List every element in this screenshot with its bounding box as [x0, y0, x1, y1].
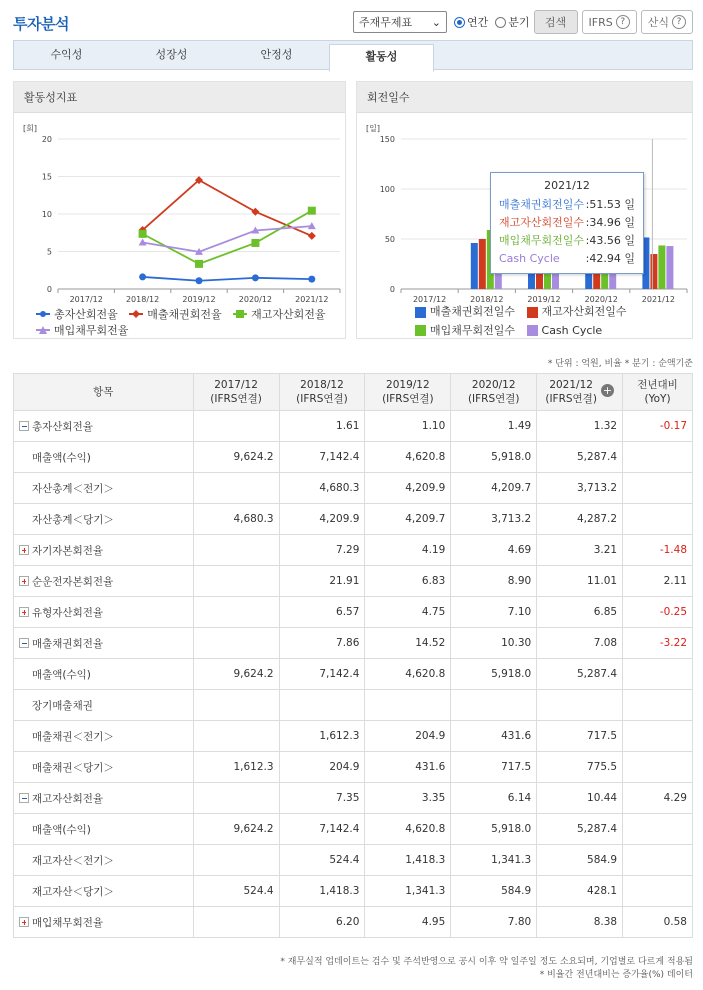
value-cell	[451, 690, 537, 721]
row-label-cell[interactable]	[14, 783, 194, 814]
bar	[658, 245, 665, 289]
row-label-cell[interactable]	[14, 566, 194, 597]
collapse-icon[interactable]	[19, 638, 29, 648]
series-line	[143, 211, 312, 264]
turnover-days-title: 회전일수	[357, 82, 692, 113]
yoy-cell: 0.58	[623, 907, 693, 938]
col-header-item: 항목	[14, 374, 194, 411]
collapse-icon[interactable]	[19, 793, 29, 803]
value-cell: 3,713.2	[537, 473, 623, 504]
value-cell: 428.1	[537, 876, 623, 907]
row-label: 장기매출채권	[32, 699, 93, 712]
activity-chart-legend	[36, 306, 356, 338]
bar	[479, 239, 486, 289]
table-row	[14, 566, 693, 597]
value-cell	[193, 907, 279, 938]
table-row	[14, 876, 693, 907]
data-point	[252, 274, 259, 281]
yoy-cell	[623, 473, 693, 504]
row-label-cell[interactable]	[14, 907, 194, 938]
data-point	[251, 239, 259, 247]
table-row	[14, 535, 693, 566]
ifrs-button[interactable]	[582, 10, 637, 34]
tab-profitability[interactable]: 수익성	[50, 48, 83, 61]
bar	[650, 254, 657, 289]
yoy-cell	[623, 876, 693, 907]
toolbar	[353, 10, 693, 34]
row-label: 재고자산＜당기＞	[32, 885, 114, 898]
table-row	[14, 814, 693, 845]
row-label-cell	[14, 504, 194, 535]
legend-label: 매출채권회전율	[147, 308, 222, 321]
formula-label: 산식	[647, 16, 669, 29]
chart-tooltip	[490, 172, 644, 274]
row-label-cell	[14, 442, 194, 473]
row-label: 매출액(수익)	[32, 451, 91, 464]
value-cell	[193, 721, 279, 752]
turnover-days-panel	[356, 81, 693, 339]
row-label-cell	[14, 752, 194, 783]
value-cell: 7.80	[451, 907, 537, 938]
table-header-row	[14, 374, 693, 411]
row-label-cell[interactable]	[14, 411, 194, 442]
value-cell: 3.21	[537, 535, 623, 566]
data-point	[139, 230, 147, 238]
row-label-cell	[14, 876, 194, 907]
yoy-cell	[623, 814, 693, 845]
x-tick-label: 2021/12	[641, 295, 676, 304]
table-row	[14, 473, 693, 504]
value-cell: 1,418.3	[279, 876, 365, 907]
value-cell: 4,680.3	[279, 473, 365, 504]
yoy-cell	[623, 690, 693, 721]
legend-item[interactable]	[415, 323, 515, 339]
expand-icon[interactable]	[19, 576, 29, 586]
value-cell: 8.90	[451, 566, 537, 597]
tab-growth[interactable]: 성장성	[155, 48, 188, 61]
value-cell: 6.83	[365, 566, 451, 597]
value-cell: 7,142.4	[279, 814, 365, 845]
y-tick-label: 0	[389, 285, 395, 294]
row-label: 순운전자본회전율	[32, 575, 114, 588]
value-cell	[193, 628, 279, 659]
tooltip-value: :34.96 일	[585, 216, 635, 229]
value-cell: 21.91	[279, 566, 365, 597]
legend-item[interactable]	[36, 306, 118, 322]
yoy-cell	[623, 504, 693, 535]
row-label: 매출채권회전율	[32, 637, 104, 650]
statement-select[interactable]	[353, 11, 447, 33]
value-cell: 584.9	[537, 845, 623, 876]
page-title: 투자분석	[13, 15, 69, 33]
expand-icon[interactable]	[19, 917, 29, 927]
data-point	[139, 239, 147, 246]
value-cell	[193, 690, 279, 721]
activity-table	[13, 373, 693, 938]
value-cell: 4.19	[365, 535, 451, 566]
y-tick-label: 150	[379, 135, 395, 144]
value-cell: 10.30	[451, 628, 537, 659]
search-button[interactable]: 검색	[534, 10, 578, 34]
value-cell: 6.85	[537, 597, 623, 628]
yoy-cell: 2.11	[623, 566, 693, 597]
tooltip-row	[499, 214, 635, 232]
value-cell: 9,624.2	[193, 659, 279, 690]
table-row	[14, 783, 693, 814]
y-tick-label: 15	[41, 172, 52, 182]
value-cell: 4,620.8	[365, 442, 451, 473]
value-cell: 1.32	[537, 411, 623, 442]
purple-square-icon	[527, 325, 538, 336]
value-cell: 4,209.7	[365, 504, 451, 535]
y-unit-label: [일]	[366, 124, 380, 133]
radio-annual[interactable]	[454, 14, 488, 30]
value-cell: 6.14	[451, 783, 537, 814]
y-tick-label: 0	[46, 285, 52, 294]
value-cell: 7.29	[279, 535, 365, 566]
value-cell: 584.9	[451, 876, 537, 907]
value-cell: 7.08	[537, 628, 623, 659]
value-cell	[365, 690, 451, 721]
radio-annual-label: 연간	[467, 16, 489, 29]
y-tick-label: 100	[379, 185, 395, 194]
legend-label: 매입채무회전율	[54, 324, 129, 337]
value-cell: 5,287.4	[537, 442, 623, 473]
value-cell: 4.75	[365, 597, 451, 628]
table-row	[14, 752, 693, 783]
x-tick-label: 2019/12	[182, 295, 216, 304]
expand-icon[interactable]	[19, 607, 29, 617]
activity-line-chart	[14, 113, 345, 313]
x-tick-label: 2017/12	[69, 295, 103, 304]
row-label: 재고자산회전율	[32, 792, 104, 805]
footnotes	[280, 956, 693, 982]
tab-bar	[13, 40, 693, 70]
row-label-cell	[14, 659, 194, 690]
y-tick-label: 10	[41, 210, 52, 219]
value-cell: 9,624.2	[193, 442, 279, 473]
legend-label: 매출채권회전일수	[430, 305, 516, 318]
radio-quarter-label: 분기	[508, 16, 530, 29]
value-cell: 7.86	[279, 628, 365, 659]
formula-button[interactable]	[641, 10, 693, 34]
value-cell: 1,612.3	[279, 721, 365, 752]
bar	[666, 246, 673, 289]
row-label-cell[interactable]	[14, 628, 194, 659]
value-cell: 524.4	[279, 845, 365, 876]
tooltip-value: :42.94 일	[585, 252, 635, 265]
row-label-cell	[14, 690, 194, 721]
value-cell: 1,341.3	[365, 876, 451, 907]
row-label: 매출채권＜당기＞	[32, 761, 114, 774]
value-cell	[193, 411, 279, 442]
x-tick-label: 2020/12	[584, 295, 618, 304]
row-label: 재고자산＜전기＞	[32, 854, 114, 867]
tooltip-row	[499, 196, 635, 214]
activity-chart-panel	[13, 81, 346, 339]
data-point	[308, 232, 316, 240]
collapse-icon[interactable]	[19, 421, 29, 431]
x-tick-label: 2017/12	[412, 295, 447, 304]
red-square-icon	[527, 307, 538, 318]
triangle-marker-icon	[36, 326, 50, 334]
radio-quarter[interactable]	[495, 14, 529, 30]
footnote: * 비율간 전년대비는 증가율(%) 데이터	[539, 970, 693, 980]
add-column-icon[interactable]: +	[602, 384, 613, 397]
table-row	[14, 845, 693, 876]
row-label: 자기자본회전율	[32, 544, 104, 557]
col-header-2017: 2017/12 (IFRS연결)	[193, 374, 279, 411]
value-cell: 4.95	[365, 907, 451, 938]
tab-activity[interactable]: 활동성	[329, 44, 434, 72]
row-label-cell[interactable]	[14, 597, 194, 628]
bar	[471, 243, 478, 289]
yoy-cell	[623, 845, 693, 876]
legend-label: 매입채무회전일수	[430, 323, 516, 337]
value-cell: 431.6	[451, 721, 537, 752]
value-cell: 4,620.8	[365, 814, 451, 845]
value-cell	[193, 535, 279, 566]
row-label: 매출액(수익)	[32, 668, 91, 681]
col-header-2018: 2018/12 (IFRS연결)	[279, 374, 365, 411]
help-icon: ?	[672, 15, 686, 29]
help-icon: ?	[616, 15, 630, 29]
col-header-2021-label: 2021/12 (IFRS연결)	[545, 379, 597, 405]
value-cell: 7.35	[279, 783, 365, 814]
yoy-cell: -1.48	[623, 535, 693, 566]
chevron-down-icon: ⌄	[431, 15, 441, 29]
tooltip-title: 2021/12	[544, 179, 590, 192]
legend-label: 총자산회전율	[54, 308, 118, 321]
value-cell: 1.49	[451, 411, 537, 442]
legend-label: 재고자산회전일수	[541, 305, 627, 318]
value-cell: 11.01	[537, 566, 623, 597]
value-cell: 204.9	[365, 721, 451, 752]
value-cell: 9,624.2	[193, 814, 279, 845]
value-cell: 6.20	[279, 907, 365, 938]
value-cell: 4,209.9	[365, 473, 451, 504]
value-cell	[193, 566, 279, 597]
table-row	[14, 442, 693, 473]
col-header-yoy: 전년대비 (YoY)	[623, 374, 693, 411]
legend-item[interactable]	[415, 304, 515, 320]
row-label-cell	[14, 473, 194, 504]
yoy-cell: -0.17	[623, 411, 693, 442]
col-header-2019: 2019/12 (IFRS연결)	[365, 374, 451, 411]
data-point	[308, 276, 315, 283]
value-cell: 1,341.3	[451, 845, 537, 876]
value-cell	[193, 597, 279, 628]
value-cell: 7,142.4	[279, 442, 365, 473]
table-row	[14, 628, 693, 659]
data-point	[251, 208, 259, 216]
value-cell: 717.5	[537, 721, 623, 752]
table-row	[14, 659, 693, 690]
x-tick-label: 2019/12	[527, 295, 561, 304]
value-cell: 4,620.8	[365, 659, 451, 690]
table-row	[14, 907, 693, 938]
data-point	[196, 277, 203, 284]
table-row	[14, 597, 693, 628]
legend-item[interactable]	[233, 306, 325, 322]
yoy-cell: 4.29	[623, 783, 693, 814]
radio-selected-icon	[454, 17, 465, 28]
value-cell: 4,209.7	[451, 473, 537, 504]
row-label: 매출채권＜전기＞	[32, 730, 114, 743]
legend-item[interactable]	[129, 306, 221, 322]
value-cell: 717.5	[451, 752, 537, 783]
value-cell: 775.5	[537, 752, 623, 783]
row-label-cell	[14, 814, 194, 845]
x-tick-label: 2020/12	[238, 295, 273, 304]
legend-item[interactable]	[36, 322, 128, 338]
value-cell	[193, 845, 279, 876]
data-point	[308, 207, 316, 215]
data-point	[195, 260, 203, 268]
square-marker-icon	[233, 310, 247, 318]
value-cell: 5,918.0	[451, 814, 537, 845]
series-line	[143, 277, 312, 281]
value-cell	[279, 690, 365, 721]
value-cell: 3.35	[365, 783, 451, 814]
value-cell: 5,287.4	[537, 814, 623, 845]
row-label: 매출액(수익)	[32, 823, 91, 836]
value-cell: 1.10	[365, 411, 451, 442]
row-label-cell	[14, 845, 194, 876]
activity-chart-title: 활동성지표	[14, 82, 345, 113]
value-cell: 6.57	[279, 597, 365, 628]
yoy-cell	[623, 752, 693, 783]
value-cell: 431.6	[365, 752, 451, 783]
tooltip-row	[499, 250, 635, 268]
y-tick-label: 5	[46, 247, 52, 257]
legend-label: Cash Cycle	[541, 323, 603, 337]
row-label: 유형자산회전율	[32, 606, 104, 619]
value-cell: 204.9	[279, 752, 365, 783]
legend-item[interactable]	[527, 304, 627, 320]
col-header-2020: 2020/12 (IFRS연결)	[451, 374, 537, 411]
table-row	[14, 690, 693, 721]
ifrs-label: IFRS	[588, 15, 613, 29]
value-cell: 4,287.2	[537, 504, 623, 535]
value-cell: 8.38	[537, 907, 623, 938]
x-tick-label: 2018/12	[470, 295, 504, 304]
statement-select-value: 주재무제표	[359, 16, 413, 29]
diamond-marker-icon	[129, 310, 143, 318]
row-label: 매입채무회전율	[32, 916, 104, 929]
row-label-cell[interactable]	[14, 535, 194, 566]
value-cell: 4.69	[451, 535, 537, 566]
radio-empty-icon	[495, 17, 506, 28]
value-cell	[193, 473, 279, 504]
y-unit-label: [회]	[23, 124, 37, 133]
tooltip-label: 매출채권회전일수	[499, 198, 585, 211]
y-tick-label: 50	[384, 235, 395, 244]
green-square-icon	[415, 325, 426, 336]
yoy-cell	[623, 442, 693, 473]
tooltip-label: 재고자산회전일수	[499, 216, 585, 229]
row-label-cell	[14, 721, 194, 752]
x-tick-label: 2021/12	[295, 295, 329, 304]
value-cell: 14.52	[365, 628, 451, 659]
value-cell	[537, 690, 623, 721]
tooltip-value: :51.53 일	[585, 198, 635, 211]
circle-marker-icon	[36, 310, 50, 318]
value-cell: 4,680.3	[193, 504, 279, 535]
yoy-cell	[623, 659, 693, 690]
data-point	[139, 273, 146, 280]
table-row	[14, 411, 693, 442]
tooltip-value: :43.56 일	[585, 234, 635, 247]
table-row	[14, 504, 693, 535]
value-cell: 524.4	[193, 876, 279, 907]
unit-note: * 단위 : 억원, 비율 * 분기 : 순액기준	[547, 359, 693, 369]
row-label: 자산총계＜당기＞	[32, 513, 114, 526]
blue-square-icon	[415, 307, 426, 318]
y-tick-label: 20	[41, 135, 52, 144]
turnover-days-legend	[415, 304, 685, 341]
value-cell: 5,918.0	[451, 659, 537, 690]
value-cell: 4,209.9	[279, 504, 365, 535]
tooltip-row	[499, 232, 635, 250]
legend-item[interactable]	[527, 323, 603, 339]
tooltip-label: Cash Cycle	[499, 252, 560, 265]
yoy-cell: -0.25	[623, 597, 693, 628]
tab-stability[interactable]: 안정성	[260, 48, 293, 61]
value-cell: 10.44	[537, 783, 623, 814]
x-tick-label: 2018/12	[125, 295, 160, 304]
value-cell: 7,142.4	[279, 659, 365, 690]
value-cell: 1.61	[279, 411, 365, 442]
value-cell: 5,918.0	[451, 442, 537, 473]
row-label: 자산총계＜전기＞	[32, 482, 114, 495]
value-cell: 5,287.4	[537, 659, 623, 690]
table-row	[14, 721, 693, 752]
value-cell: 7.10	[451, 597, 537, 628]
value-cell: 3,713.2	[451, 504, 537, 535]
value-cell	[193, 783, 279, 814]
yoy-cell	[623, 721, 693, 752]
footnote: * 재무실적 업데이트는 검수 및 주석반영으로 공시 이후 약 일주일 정도 소요되며, 기업별로 다르게 적용됨	[280, 957, 693, 967]
expand-icon[interactable]	[19, 545, 29, 555]
yoy-cell: -3.22	[623, 628, 693, 659]
value-cell: 1,418.3	[365, 845, 451, 876]
row-label: 총자산회전율	[32, 420, 93, 433]
tooltip-label: 매입채무회전일수	[499, 234, 585, 247]
col-header-2021	[537, 374, 623, 411]
value-cell: 1,612.3	[193, 752, 279, 783]
legend-label: 재고자산회전율	[251, 308, 326, 321]
